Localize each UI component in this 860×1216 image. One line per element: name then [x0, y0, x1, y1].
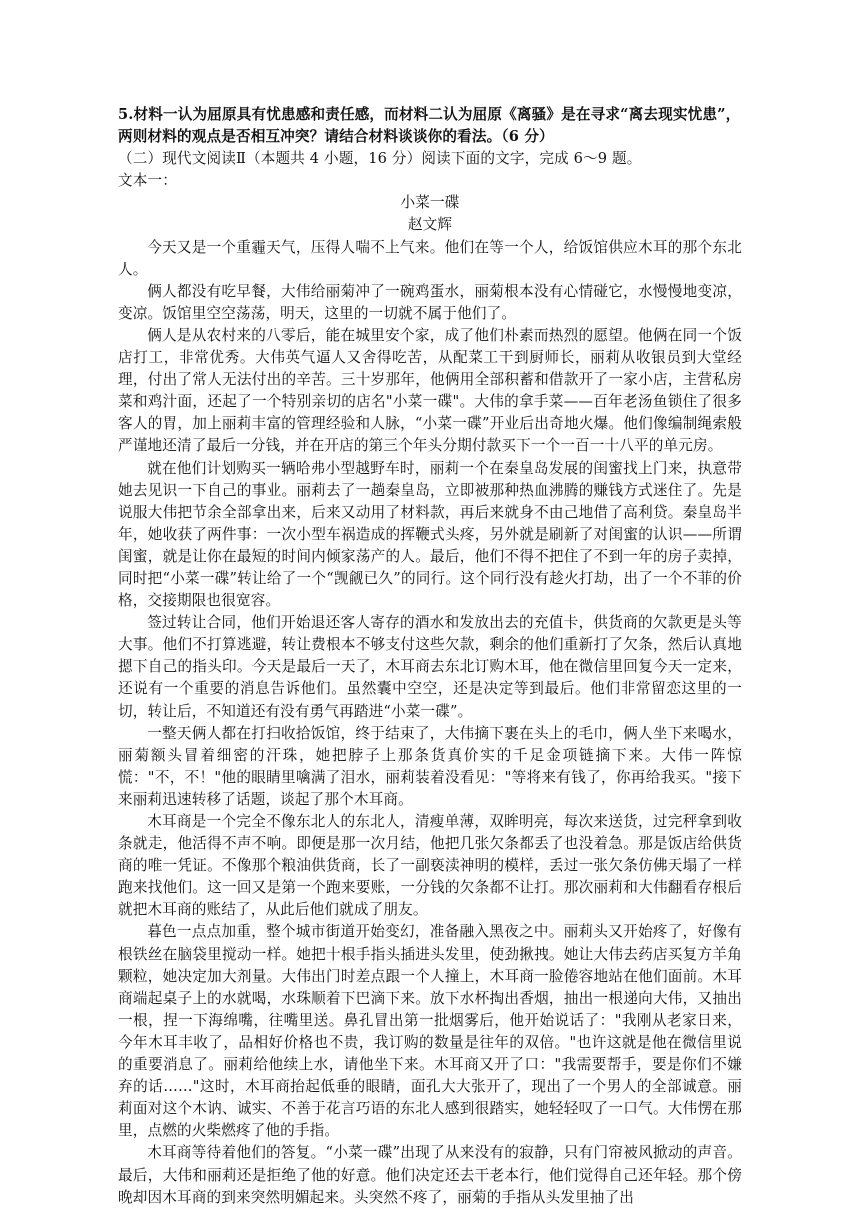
- paragraph: 俩人是从农村来的八零后，能在城里安个家，成了他们朴素而热烈的愿望。他俩在同一个饭店打工，非常优秀。大伟英气逼人又舍得吃苦，从配菜工干到厨师长，丽莉从收银员到大堂经理，付出了常人无法付出的辛苦。三十岁那年，他俩用全部积蓄和借款开了一家小店，主营私房菜和鸡汁面，还起了一个特别亲切的店名"小菜一碟"。大伟的拿手菜——百年老汤鱼锁住了很多客人的胃，加上丽莉丰富的管理经验和人脉，“小菜一碟”开业后出奇地火爆。他们像编制绳索般严谨地还清了最后一分钱，并在开店的第三个年头分期付款买下一个一百一十八平的单元房。: [118, 326, 742, 455]
- paragraph: 木耳商等待着他们的答复。“小菜一碟”出现了从来没有的寂静，只有门帘被风掀动的声音。最后，大伟和丽莉还是拒绝了他的好意。他们决定还去干老本行，他们觉得自己还年轻。那个傍晚却因木耳商的到来突然明媚起来。头突然不疼了，丽菊的手指从头发里抽了出: [118, 1144, 742, 1206]
- paragraph: 今天又是一个重霾天气，压得人喘不上气来。他们在等一个人，给饭馆供应木耳的那个东北人。: [118, 238, 742, 278]
- paragraph: 签过转让合同，他们开始退还客人寄存的酒水和发放出去的充值卡，供货商的欠款更是头等大事。他们不打算逃避，转让费根本不够支付这些欠款，剩余的他们重新打了欠条，然后认真地摁下自己的指头印。今天是最后一天了，木耳商去东北订购木耳，他在微信里回复今天一定来，还说有一个重要的消息告诉他们。虽然囊中空空，还是决定等到最后。他们非常留恋这里的一切，转让后，不知道还有没有勇气再踏进“小菜一碟”。: [118, 614, 742, 720]
- paragraph: 木耳商是一个完全不像东北人的东北人，清瘦单薄，双眸明亮，每次来送货，过完秤拿到收条就走，他活得不声不响。即便是那一次月结，他把几张欠条都丢了也没着急。那是饭店给供货商的唯一凭证。不像那个粮油供货商，长了一副亵渎神明的模样，丢过一张欠条仿佛天塌了一样跑来找他们。这一回又是第一个跑来要账，一分钱的欠条都不让打。那次丽莉和大伟翻看存根后就把木耳商的账结了，从此后他们就成了朋友。: [118, 813, 742, 919]
- question-5: 5.材料一认为屈原具有忧患感和责任感，而材料二认为屈原《离骚》是在寻求“离去现实忧患”，两则材料的观点是否相互冲突？请结合材料谈谈你的看法。（6 分）: [118, 106, 741, 146]
- story-author: 赵文辉: [407, 216, 453, 234]
- text-label: 文本一：: [118, 172, 177, 190]
- story-title: 小菜一碟: [400, 194, 460, 212]
- paragraph: 暮色一点点加重，整个城市街道开始变幻，准备融入黑夜之中。丽莉头又开始疼了，好像有根铁丝在脑袋里搅动一样。她把十根手指头插进头发里，使劲揪拽。她让大伟去药店买复方羊角颗粒，她决定加大剂量。大伟出门时差点跟一个人撞上，木耳商一脸倦容地站在他们面前。木耳商端起桌子上的水就喝，水珠顺着下巴滴下来。放下水杯掏出香烟，抽出一根递向大伟，又抽出一根，捏一下海绵嘴，往嘴里送。鼻孔冒出第一批烟雾后，他开始说话了："我刚从老家日来，今年木耳丰收了，品相好价格也不贵，我订购的数量是往年的双倍。"也许这就是他在微信里说的重要消息了。丽莉给他续上水，请他坐下来。木耳商又开了口："我需要帮手，要是你们不嫌弃的话……"这时，木耳商抬起低垂的眼睛，面孔大大张开了，现出了一个男人的全部诚意。丽莉面对这个木讷、诚实、不善于花言巧语的东北人感到很踏实，她轻轻叹了一口气。大伟愣在那里，点燃的火柴燃疼了他的手指。: [118, 923, 742, 1140]
- paragraph: 一整天俩人都在打扫收拾饭馆，终于结束了，大伟摘下裹在头上的毛巾，俩人坐下来喝水，丽菊额头冒着细密的汗珠，她把脖子上那条货真价实的千足金项链摘下来。大伟一阵惊慌："不，不！"他的眼睛里噙满了泪水，丽莉装着没看见："等将来有钱了，你再给我买。"接下来丽莉迅速转移了话题，谈起了那个木耳商。: [118, 724, 742, 808]
- paragraph: 就在他们计划购买一辆哈弗小型越野车时，丽莉一个在秦皇岛发展的闺蜜找上门来，执意带她去见识一下自己的事业。丽莉去了一趟秦皇岛，立即被那种热血沸腾的赚钱方式迷住了。先是说服大伟把节余全部拿出来，后来又动用了材料款，再后来就身不由己地借了高利贷。秦皇岛半年，她收获了两件事：一次小型车祸造成的挥鞭式头疼，另外就是刷新了对闺蜜的认识——所谓闺蜜，就是让你在最短的时间内倾家荡产的人。最后，他们不得不把住了不到一年的房子卖掉，同时把“小菜一碟”转让给了一个“觊觎已久”的同行。这个同行没有趁火打劫，出了一个不菲的价格，交接期限也很宽容。: [118, 459, 742, 610]
- paragraph: 俩人都没有吃早餐，大伟给丽菊冲了一碗鸡蛋水，丽菊根本没有心情碰它，水慢慢地变凉，变凉。饭馆里空空荡荡，明天，这里的一切就不属于他们了。: [118, 282, 742, 322]
- section-heading: （二）现代文阅读Ⅱ（本题共 4 小题，16 分）阅读下面的文字，完成 6～9 题。: [118, 150, 642, 168]
